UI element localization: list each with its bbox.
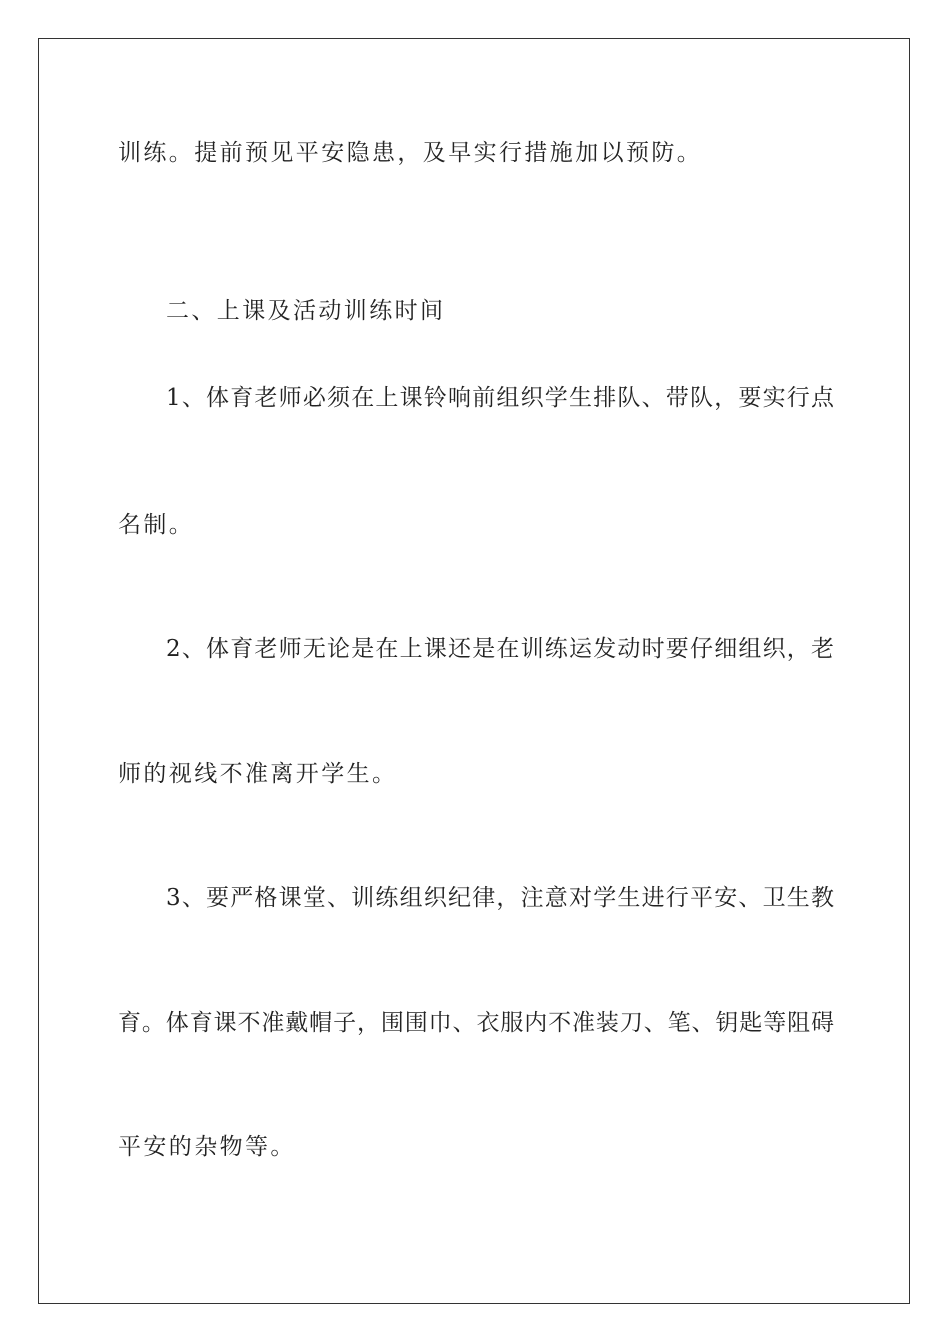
text-line-4: 名制。 bbox=[118, 512, 195, 538]
text-line-3: 1、体育老师必须在上课铃响前组织学生排队、带队，要实行点 bbox=[166, 385, 834, 411]
text-line-6: 师的视线不准离开学生。 bbox=[118, 761, 398, 787]
text-line-9: 平安的杂物等。 bbox=[118, 1134, 296, 1160]
section-heading-2: 二、上课及活动训练时间 bbox=[166, 298, 446, 324]
text-line-5: 2、体育老师无论是在上课还是在训练运发动时要仔细组织，老 bbox=[166, 636, 834, 662]
document-page bbox=[38, 38, 910, 1304]
text-line-1: 训练。提前预见平安隐患，及早实行措施加以预防。 bbox=[118, 140, 703, 166]
text-line-8: 育。体育课不准戴帽子，围围巾、衣服内不准装刀、笔、钥匙等阻碍 bbox=[118, 1010, 834, 1036]
text-line-7: 3、要严格课堂、训练组织纪律，注意对学生进行平安、卫生教 bbox=[166, 885, 834, 911]
